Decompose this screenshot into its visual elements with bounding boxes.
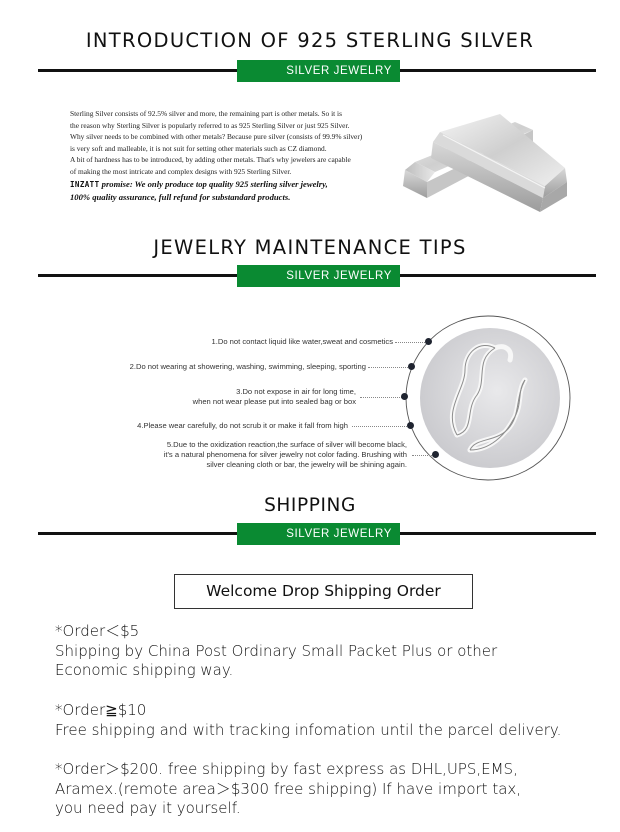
intro-line: A bit of hardness has to be introduced, by adding other metals. That's why jewelers are capable: [70, 155, 351, 165]
intro-line: Sterling Silver consists of 92.5% silver and more, the remaining part is other metals. So it is: [70, 109, 342, 118]
tip-dot-icon: [407, 422, 414, 429]
shipping-block-3: *Order＞$200. free shipping by fast express as DHL,UPS,EMS, Aramex.(remote area＞$300 free shipping) If have import tax, you need pay it yourself.: [55, 760, 522, 817]
brand-name: INZATT: [70, 179, 100, 189]
promise-line-2: 100% quality assurance, full refund for substandard products.: [70, 191, 291, 202]
tip-leader: [395, 342, 425, 343]
tip-leader: [360, 397, 402, 398]
intro-title: INTRODUCTION OF 925 STERLING SILVER: [85, 29, 535, 52]
tip-3: 3.Do not expose in air for long time, when not wear please put into sealed bag or box: [192, 387, 356, 406]
silver-jewelry-badge: SILVER JEWELRY: [237, 60, 400, 82]
shipping-title: SHIPPING: [264, 495, 356, 516]
tip-dot-icon: [408, 363, 415, 370]
tip-dot-icon: [425, 338, 432, 345]
silver-bars-icon: [395, 100, 575, 225]
silver-jewelry-badge: SILVER JEWELRY: [237, 523, 400, 545]
shipping-block-2: *Order≧$10 Free shipping and with tracking infomation until the parcel delivery.: [55, 701, 562, 739]
intro-line: is very soft and malleable, it is not suit for setting other materials such as CZ diamond.: [70, 143, 327, 153]
tip-dot-icon: [401, 393, 408, 400]
promise-line-1: INZATT promise: We only produce top quality 925 sterling silver jewelry,: [70, 178, 328, 189]
tip-leader: [368, 367, 408, 368]
tip-5: 5.Due to the oxidization reaction,the surface of silver will become black, it's a natural phenomena for silver jewelry not color fading. Brushing with silver cleaning cloth or bar, the jewelry will be shining again.: [163, 440, 407, 469]
intro-line: the reason why Sterling Silver is popularly referred to as 925 Sterling Silver or just 925 Silver.: [70, 120, 350, 130]
tip-1: 1.Do not contact liquid like water,sweat and cosmetics: [211, 337, 393, 346]
tip-leader: [352, 426, 407, 427]
tip-2: 2.Do not wearing at showering, washing, swimming, sleeping, sporting: [129, 362, 366, 371]
intro-line: Why silver needs to be combined with other metals? Because pure silver (consists of 99.9% silver): [70, 132, 363, 142]
welcome-drop-shipping-box: Welcome Drop Shipping Order: [174, 574, 473, 609]
tip-4: 4.Please wear carefully, do not scrub it or make it fall from high: [137, 421, 348, 430]
shipping-block-1: *Order＜$5 Shipping by China Post Ordinary Small Packet Plus or other Economic shipping way.: [55, 622, 498, 679]
tip-dot-icon: [432, 451, 439, 458]
intro-paragraph: [70, 108, 400, 203]
silver-ring-icon: [395, 310, 575, 490]
maintenance-title: JEWELRY MAINTENANCE TIPS: [153, 236, 467, 259]
intro-line: of making the most intricate and complex designs with 925 Sterling Silver.: [70, 166, 292, 176]
silver-jewelry-badge: SILVER JEWELRY: [237, 265, 400, 287]
